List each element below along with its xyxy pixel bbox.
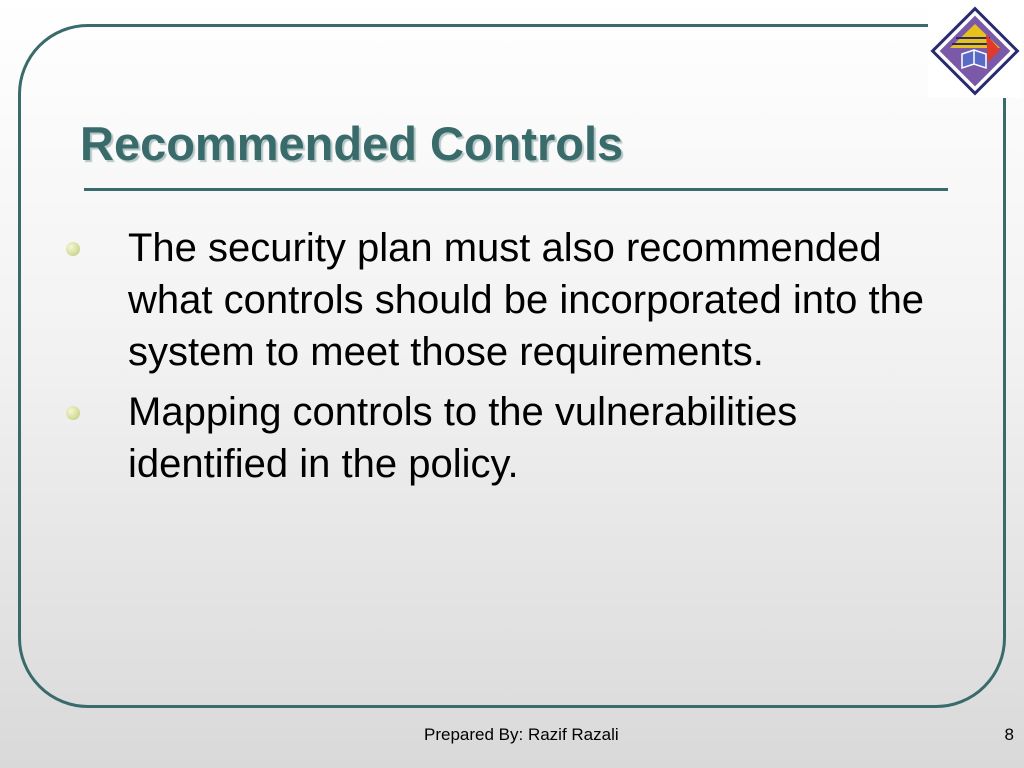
bullet-item [60, 222, 960, 378]
bullet-text: The security plan must also recommended what controls should be incorporated into the system to meet those requirements. [128, 226, 925, 374]
bullet-text: Mapping controls to the vulnerabilities identified in the policy. [128, 390, 798, 486]
bullet-list [60, 222, 960, 498]
footer-author: Prepared By: Razif Razali [424, 725, 619, 744]
page-number: 8 [1004, 725, 1014, 744]
bullet-item [60, 386, 960, 490]
slide-title: Recommended Controls [80, 117, 624, 170]
title-underline [84, 188, 948, 191]
bullet-dot-icon [66, 406, 80, 420]
bullet-dot-icon [66, 242, 80, 256]
logo-icon [928, 4, 1022, 98]
